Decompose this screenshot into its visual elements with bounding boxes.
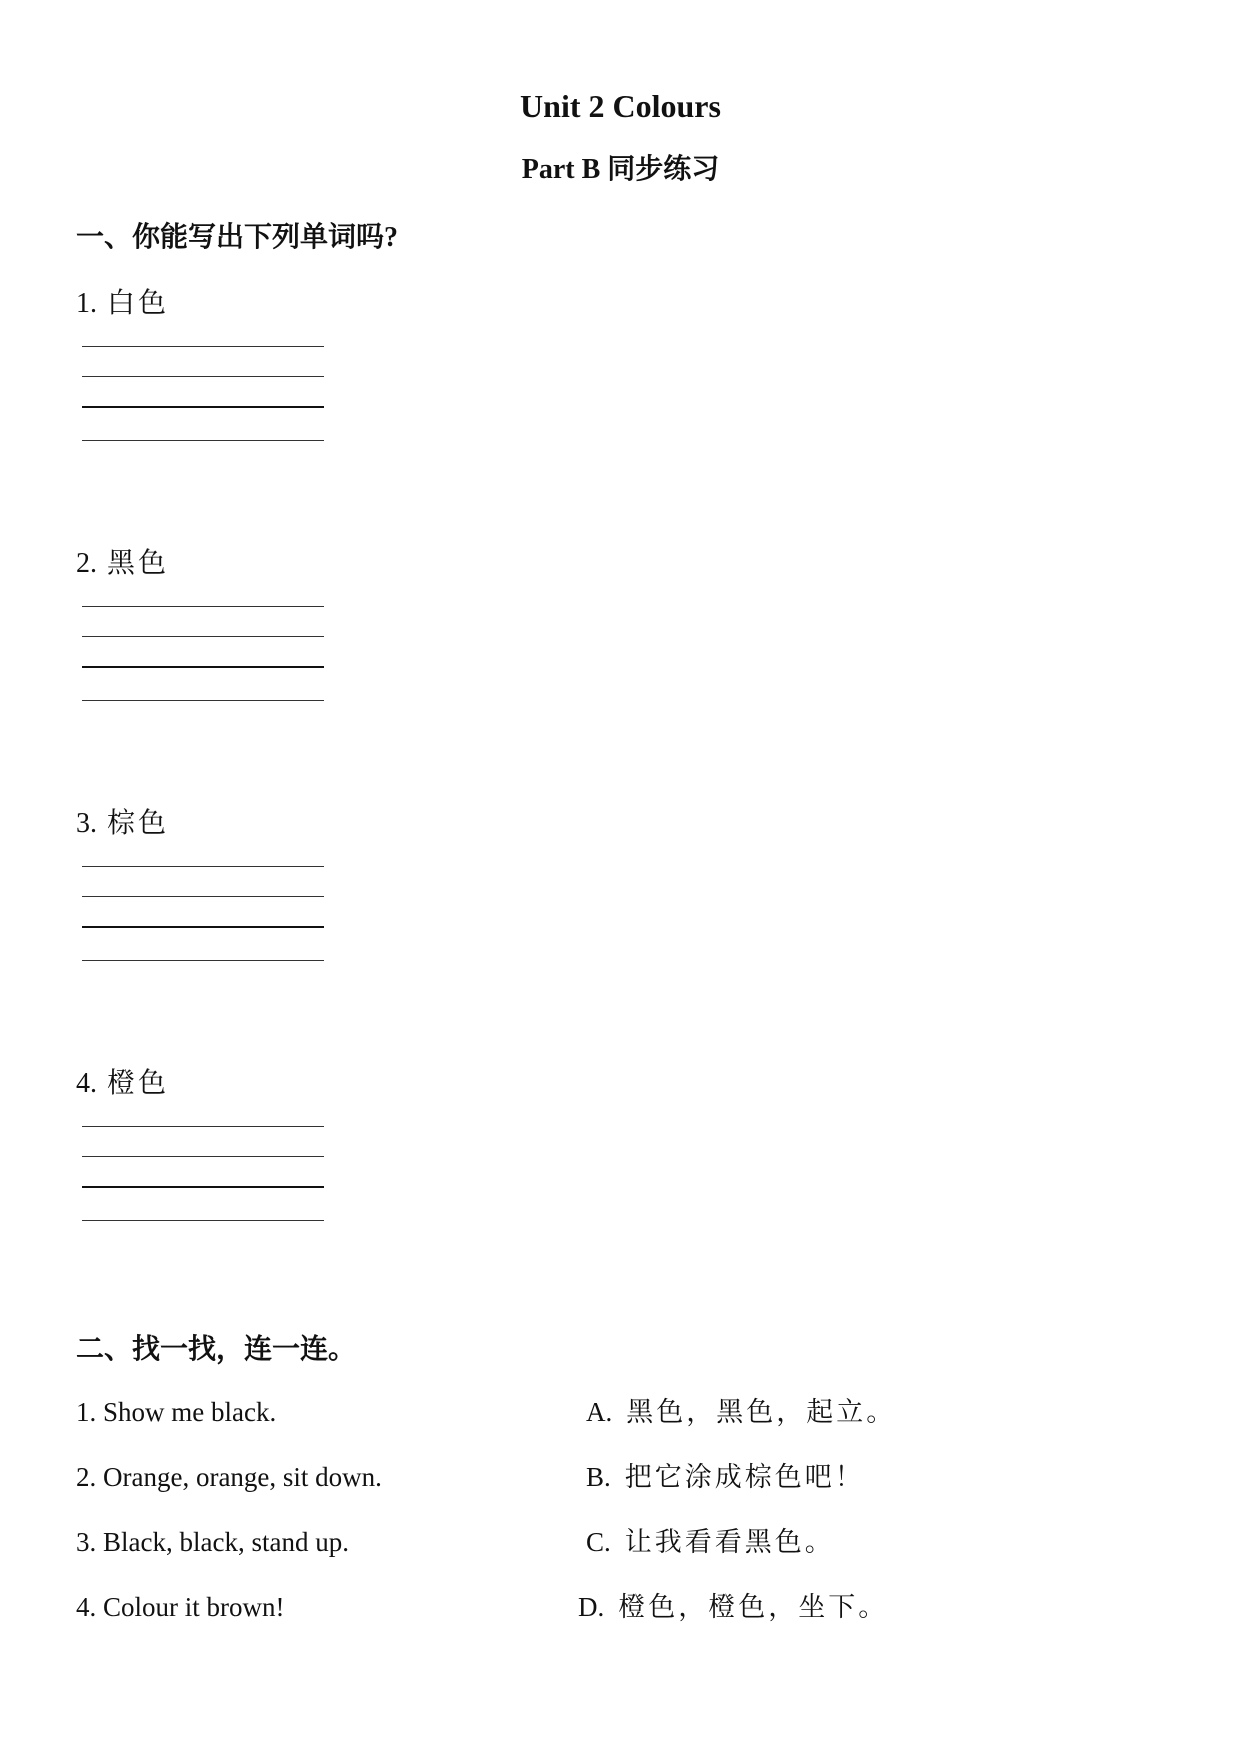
writing-baseline — [82, 926, 324, 928]
writing-line — [82, 376, 324, 377]
translation-text: 橙色，橙色，坐下。 — [618, 1592, 889, 1622]
writing-line — [82, 700, 324, 701]
chinese-word: 橙色 — [107, 1068, 170, 1099]
item-number: 1. — [76, 288, 97, 319]
translation-text: 把它涂成棕色吧！ — [624, 1462, 865, 1492]
word-prompt — [76, 806, 169, 842]
item-number: 3. — [76, 808, 97, 839]
option-letter: B. — [586, 1462, 611, 1492]
option-letter: D. — [578, 1592, 605, 1622]
writing-line — [82, 1156, 324, 1157]
match-row — [0, 1459, 1241, 1499]
option-letter: C. — [586, 1527, 611, 1557]
writing-line — [82, 606, 324, 607]
page-subtitle: Part B 同步练习 — [521, 154, 720, 185]
option-letter: A. — [586, 1397, 613, 1427]
writing-baseline — [82, 1186, 324, 1188]
item-number: 4. — [76, 1068, 97, 1099]
word-prompt — [76, 1066, 169, 1102]
page-title: Unit 2 Colours — [520, 88, 721, 124]
four-line-writing-grid[interactable] — [82, 606, 324, 702]
word-prompt — [76, 286, 169, 322]
chinese-word: 黑色 — [107, 548, 170, 579]
section-2-heading: 二、找一找，连一连。 — [76, 1334, 357, 1365]
word-item — [76, 1066, 476, 1246]
english-sentence[interactable]: 3. Black, black, stand up. — [76, 1527, 349, 1557]
word-prompt — [76, 546, 169, 582]
writing-line — [82, 440, 324, 441]
chinese-word: 棕色 — [107, 808, 170, 839]
four-line-writing-grid[interactable] — [82, 1126, 324, 1222]
translation-text: 黑色，黑色，起立。 — [626, 1397, 897, 1427]
word-item — [76, 286, 476, 466]
four-line-writing-grid[interactable] — [82, 346, 324, 442]
chinese-translation[interactable] — [586, 1459, 865, 1495]
writing-baseline — [82, 666, 324, 668]
word-item — [76, 806, 476, 986]
writing-line — [82, 346, 324, 347]
match-row — [0, 1394, 1241, 1434]
writing-baseline — [82, 406, 324, 408]
item-number: 2. — [76, 548, 97, 579]
word-item — [76, 546, 476, 726]
writing-line — [82, 1220, 324, 1221]
section-1-heading: 一、你能写出下列单词吗? — [76, 222, 399, 253]
writing-line — [82, 636, 324, 637]
writing-line — [82, 896, 324, 897]
chinese-translation[interactable] — [586, 1524, 835, 1560]
writing-line — [82, 960, 324, 961]
english-sentence[interactable]: 2. Orange, orange, sit down. — [76, 1462, 382, 1492]
writing-line — [82, 1126, 324, 1127]
writing-line — [82, 866, 324, 867]
translation-text: 让我看看黑色。 — [624, 1527, 835, 1557]
english-sentence[interactable]: 4. Colour it brown! — [76, 1592, 285, 1622]
chinese-translation[interactable] — [586, 1394, 896, 1430]
english-sentence[interactable]: 1. Show me black. — [76, 1397, 277, 1427]
chinese-translation[interactable] — [578, 1589, 888, 1625]
match-row — [0, 1524, 1241, 1564]
match-row — [0, 1589, 1241, 1629]
chinese-word: 白色 — [107, 288, 170, 319]
four-line-writing-grid[interactable] — [82, 866, 324, 962]
